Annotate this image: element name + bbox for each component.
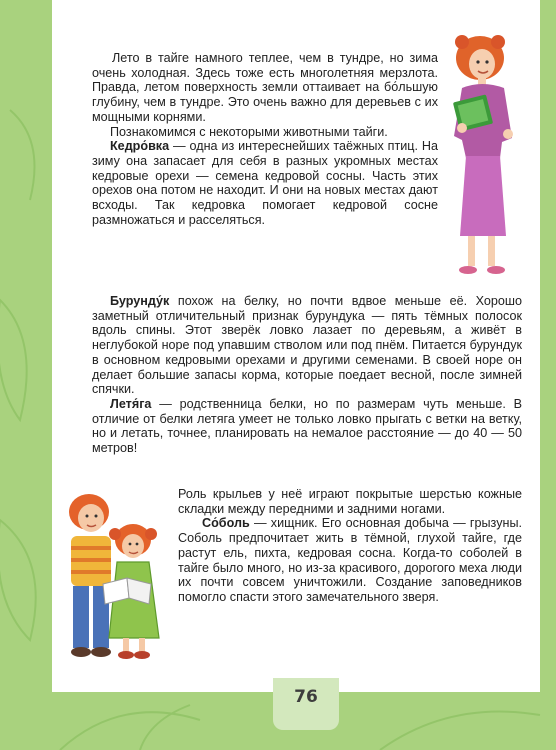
boy-and-girl-with-book-illustration [55, 488, 175, 668]
leaf-decoration-left [0, 0, 56, 748]
paragraph-taiga-climate: Лето в тайге намного теплее, чем в тундре, но зима очень холодная. Здесь тоже есть многолетняя мерзлота. Правда, летом поверхность земли оттаивает на бо́льшую глубину, чем в тундре. Это очень важно для деревьев с их мощными корнями. [92, 51, 438, 124]
term-sobol: Со́боль [202, 516, 250, 531]
text-column-upper [92, 51, 438, 227]
paragraph-letyaga [92, 397, 522, 456]
sobol-text: — хищник. Его основная добыча — грызуны. Соболь предпочитает жить в тёмной, глухой тайге, где растут ель, пихта, кедровая сосна. Когда-то соболей в тайге было много, но из-за красивого, дорогого меха люди их почти совсем уничтожили. Создание заповедников помогло спасти этого замечательного зверя. [178, 516, 522, 604]
term-letyaga: Летя́га [110, 396, 152, 411]
paragraph-burunduk [92, 294, 522, 397]
paragraph-letyaga-continued: Роль крыльев у неё играют покрытые шерстью кожные складки между передними и задними ногами. [178, 487, 522, 516]
term-kedrovka: Кедро́вка [110, 139, 170, 154]
text-column-middle [92, 294, 522, 456]
letyaga-text: — родственница белки, но по размерам чуть меньше. В отличие от белки летяга умеет не только ловко прыгать с ветки на ветку, но и летать, точнее, планировать на немалое расстояние — до 40 — 50 метров! [92, 396, 522, 456]
girl-with-green-book-illustration [440, 30, 540, 280]
paragraph-kedrovka [92, 139, 438, 227]
page-number: 76 [294, 687, 318, 707]
kedrovka-text: — одна из интереснейших таёжных птиц. На зиму она запасает для себя в разных укромных местах кедровые орехи — семена кедровой сосны. Часть этих орехов она потом не находит. И они на новых местах дают всходы. Так кедровка помогает кедровой сосне размножаться и расселяться. [92, 139, 438, 227]
term-burunduk: Бурунду́к [110, 294, 170, 308]
text-column-lower [178, 487, 522, 605]
paragraph-sobol [178, 516, 522, 604]
burunduk-text: похож на белку, но почти вдвое меньше её. Хорошо заметный отличительный признак бурундука — пять тёмных полосок вдоль спины. Этот зверёк ловко лазает по деревьям, а живёт в неглубокой норе под упавшим стволом или под пнём. Питается бурундук в основном кедровыми орехами и другими семенами. В своей норе он делает большие запасы корма, которые поедает весной, после зимней спячки. [92, 294, 522, 397]
paragraph-intro-animals: Познакомимся с некоторыми животными тайги. [110, 124, 388, 139]
